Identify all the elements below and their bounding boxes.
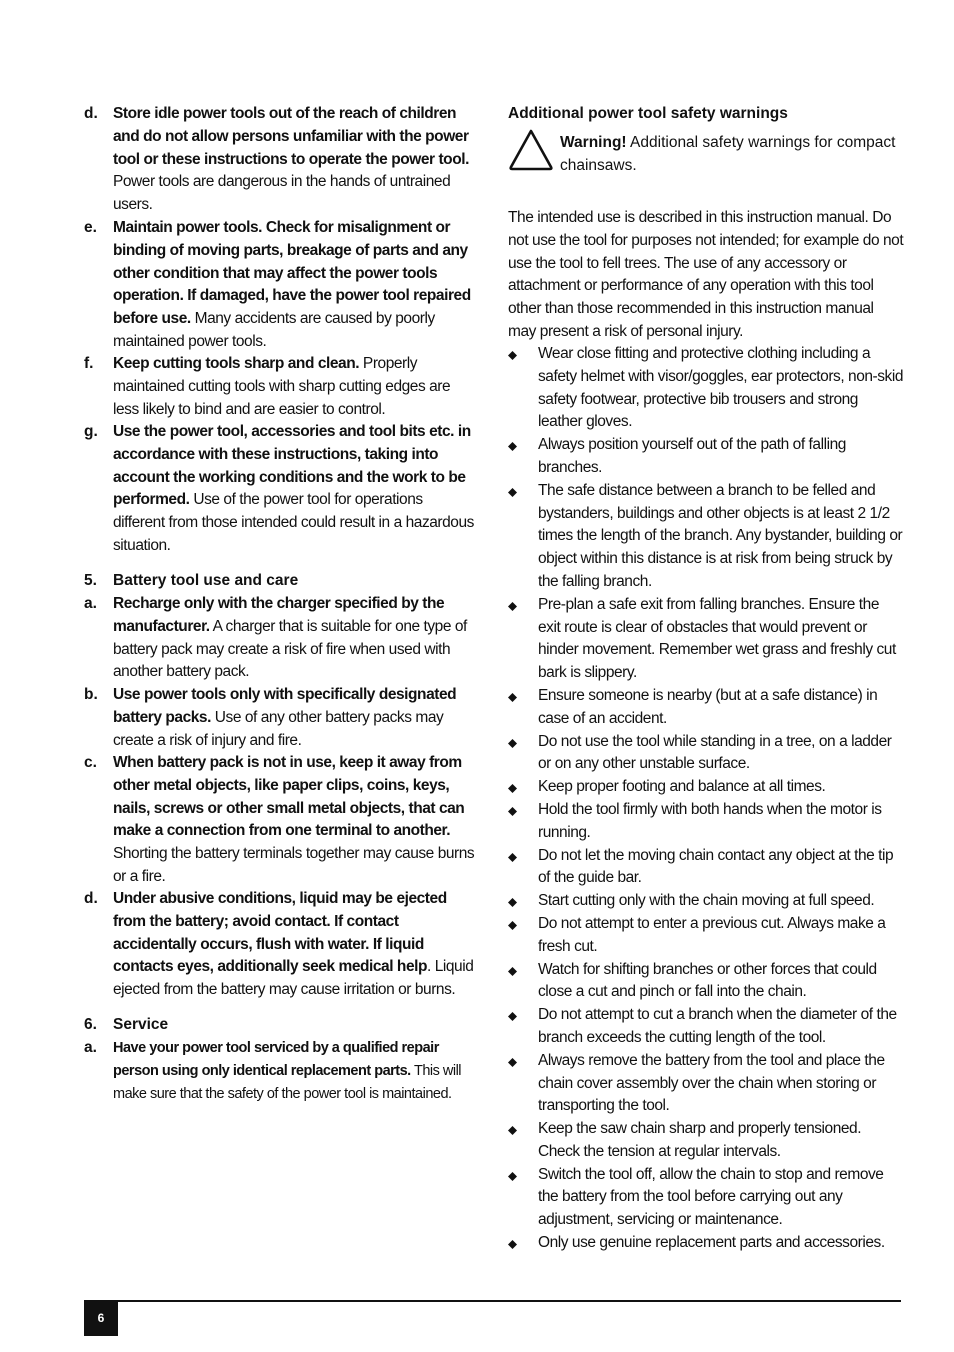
- item-plain-text: . Liquid ejected from the battery may cause irritation or burns.: [113, 958, 474, 999]
- bullet-text: Do not attempt to enter a previous cut. Always make a fresh cut.: [538, 914, 886, 955]
- bullet-text: Hold the tool firmly with both hands when the motor is running.: [538, 800, 882, 841]
- diamond-bullet-icon: [508, 1240, 517, 1249]
- bullet-item: [508, 1118, 904, 1164]
- diamond-bullet-icon: [508, 784, 517, 793]
- item-plain-text: Properly maintained cutting tools with sharp cutting edges are less likely to bind and are easier to control.: [113, 355, 451, 418]
- diamond-bullet-icon: [508, 351, 517, 360]
- item-bold-text: Under abusive conditions, liquid may be ejected from the battery; avoid contact. If contact accidentally occurs, flush with water. If liquid contacts eyes, additionally seek medical help: [113, 890, 447, 976]
- item-plain-text: Use of the power tool for operations different from those intended could result in a hazardous situation.: [113, 491, 474, 554]
- item-text: [113, 103, 476, 217]
- list-item: [84, 684, 476, 752]
- list-item: [84, 217, 476, 354]
- bullet-item: [508, 1164, 904, 1232]
- diamond-bullet-icon: [508, 921, 517, 930]
- bullet-item: [508, 731, 904, 777]
- bullet-item: [508, 685, 904, 731]
- diamond-bullet-icon: [508, 1172, 517, 1181]
- item-label: a.: [84, 1039, 97, 1056]
- diamond-bullet-icon: [508, 442, 517, 451]
- list-item: [84, 421, 476, 558]
- diamond-bullet-icon: [508, 1058, 517, 1067]
- bullet-item: [508, 480, 904, 594]
- list-item: [84, 888, 476, 1002]
- item-bold-text: Recharge only with the charger specified by the manufacturer.: [113, 595, 445, 635]
- bullet-text: Switch the tool off, allow the chain to stop and remove the battery from the tool before carrying out any adjustment, servicing or maintenance.: [538, 1165, 884, 1229]
- intro-paragraph: The intended use is described in this instruction manual. Do not use the tool for purposes not intended; for example do not use the tool to fell trees. The use of any accessory or attachment or performance of any operation with this tool other than those recommended in this instruction manual may present a risk of personal injury.: [508, 209, 904, 340]
- page-number: 6: [84, 1300, 118, 1336]
- bullet-item: [508, 799, 904, 845]
- list-item: [84, 593, 476, 684]
- bullet-item: [508, 913, 904, 959]
- section-number: 6.: [84, 1016, 97, 1033]
- section-heading: Additional power tool safety warnings: [508, 105, 788, 122]
- item-label: d.: [84, 890, 98, 907]
- item-plain-text: Use of any other battery packs may create a risk of injury and fire.: [113, 708, 444, 749]
- item-text: [113, 1037, 476, 1105]
- bullet-item: [508, 959, 904, 1005]
- bullet-text: Pre-plan a safe exit from falling branches. Ensure the exit route is clear of obstacles that would prevent or hinder movement. Remember wet grass and freshly cut bark is slippery.: [538, 595, 896, 682]
- bullet-item: [508, 890, 904, 913]
- bullet-text: Do not attempt to cut a branch when the diameter of the branch exceeds the cutting length of the tool.: [538, 1006, 897, 1046]
- bullet-text: The safe distance between a branch to be felled and bystanders, buildings and other objects is at least 2 1/2 times the length of the branch. Any bystander, building or object within this distance is at risk from being struck by the falling branch.: [538, 481, 903, 590]
- bullet-text: Start cutting only with the chain moving at full speed.: [538, 892, 875, 910]
- item-bold-text: Use the power tool, accessories and tool bits etc. in accordance with these instructions, taking into account the working conditions and the work to be performed.: [113, 423, 471, 509]
- section-number: 5.: [84, 572, 97, 589]
- item-label: f.: [84, 355, 94, 372]
- item-label: c.: [84, 754, 97, 771]
- item-bold-text: Have your power tool serviced by a qualified repair person using only identical replacement parts.: [113, 1040, 439, 1079]
- item-text: [113, 684, 476, 752]
- bullet-text: Do not use the tool while standing in a tree, on a ladder or on any other unstable surface.: [538, 732, 892, 773]
- diamond-bullet-icon: [508, 693, 517, 702]
- footer-divider: [84, 1300, 901, 1302]
- item-plain-text: A charger that is suitable for one type of battery pack may create a risk of fire when used with another battery pack.: [113, 617, 467, 681]
- item-text: [113, 752, 476, 889]
- bullet-item: [508, 845, 904, 891]
- diamond-bullet-icon: [508, 1126, 517, 1135]
- diamond-bullet-icon: [508, 967, 517, 976]
- item-text: [113, 421, 476, 558]
- item-label: b.: [84, 686, 98, 703]
- diamond-bullet-icon: [508, 898, 517, 907]
- bullet-item: [508, 343, 904, 434]
- bullet-text: Always remove the battery from the tool and place the chain cover assembly over the chain when storing or transporting the tool.: [538, 1051, 885, 1115]
- warning-note: [560, 132, 904, 178]
- item-bold-text: Store idle power tools out of the reach of children and do not allow persons unfamiliar with the power tool or these instructions to operate the power tool.: [113, 105, 469, 168]
- section-heading: [84, 1014, 476, 1037]
- item-bold-text: Keep cutting tools sharp and clean.: [113, 355, 360, 372]
- item-label: a.: [84, 595, 97, 612]
- warning-triangle-icon: [508, 128, 554, 172]
- item-bold-text: Use power tools only with specifically designated battery packs.: [113, 686, 457, 726]
- bullet-text: Keep the saw chain sharp and properly tensioned. Check the tension at regular intervals.: [538, 1120, 862, 1160]
- bullet-text: Wear close fitting and protective clothing including a safety helmet with visor/goggles, ear protectors, non-skid safety footwear, protective bib trousers and strong leather gloves.: [538, 345, 904, 431]
- bullet-item: [508, 1050, 904, 1118]
- list-item: [84, 1037, 476, 1105]
- list-item: [84, 752, 476, 889]
- bullet-item: [508, 594, 904, 685]
- item-plain-text: Many accidents are caused by poorly maintained power tools.: [113, 310, 435, 350]
- item-text: [113, 593, 476, 684]
- item-plain-text: Power tools are dangerous in the hands of untrained users.: [113, 173, 451, 214]
- section-heading: [84, 570, 476, 593]
- item-label: d.: [84, 105, 98, 122]
- item-bold-text: Maintain power tools. Check for misalignment or binding of moving parts, breakage of parts and any other condition that may affect the power tools operation. If damaged, have the power tool repaired before use.: [113, 219, 471, 328]
- section-title: Service: [113, 1016, 169, 1033]
- item-text: [113, 888, 476, 1002]
- section-title: Battery tool use and care: [113, 572, 299, 589]
- diamond-bullet-icon: [508, 739, 517, 748]
- bullet-item: [508, 1232, 904, 1255]
- bullet-text: Always position yourself out of the path of falling branches.: [538, 436, 846, 476]
- item-text: [113, 217, 476, 354]
- list-item: [84, 353, 476, 421]
- diamond-bullet-icon: [508, 1012, 517, 1021]
- diamond-bullet-icon: [508, 807, 517, 816]
- warning-label: Warning!: [560, 134, 627, 151]
- bullet-item: [508, 1004, 904, 1050]
- diamond-bullet-icon: [508, 602, 517, 611]
- bullet-text: Watch for shifting branches or other forces that could close a cut and pinch or fall into the chain.: [538, 960, 877, 1001]
- item-label: e.: [84, 219, 97, 236]
- diamond-bullet-icon: [508, 853, 517, 862]
- item-plain-text: Shorting the battery terminals together may cause burns or a fire.: [113, 845, 475, 885]
- item-bold-text: When battery pack is not in use, keep it away from other metal objects, like paper clips, coins, keys, nails, screws or other small metal objects, that can make a connection from one terminal to another.: [113, 754, 465, 840]
- bullet-text: Ensure someone is nearby (but at a safe distance) in case of an accident.: [538, 686, 878, 727]
- safety-bullet-list: [508, 343, 904, 1255]
- bullet-item: [508, 434, 904, 480]
- list-item: [84, 103, 476, 217]
- warning-text: Additional safety warnings for compact chainsaws.: [560, 134, 896, 174]
- item-label: g.: [84, 423, 98, 440]
- bullet-text: Keep proper footing and balance at all times.: [538, 778, 826, 796]
- item-plain-text: This will make sure that the safety of the power tool is maintained.: [113, 1062, 462, 1102]
- bullet-text: Do not let the moving chain contact any object at the tip of the guide bar.: [538, 846, 894, 887]
- bullet-item: [508, 776, 904, 799]
- bullet-text: Only use genuine replacement parts and accessories.: [538, 1234, 885, 1252]
- diamond-bullet-icon: [508, 488, 517, 497]
- item-text: [113, 353, 476, 421]
